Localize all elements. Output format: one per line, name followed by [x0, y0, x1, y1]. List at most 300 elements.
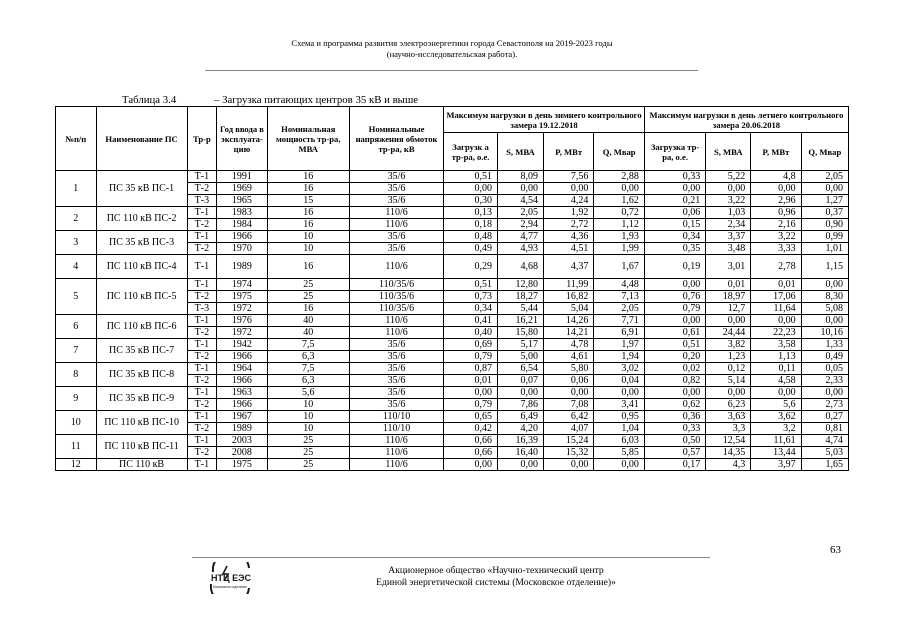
summer-load-cell: 0,34: [644, 231, 705, 243]
winter-s-cell: 7,86: [497, 399, 543, 411]
rated-power-cell: 10: [267, 423, 349, 435]
col-header-power: Номинальная мощность тр-ра, МВА: [267, 107, 349, 171]
voltage-cell: 35/6: [349, 231, 443, 243]
winter-q-cell: 0,95: [594, 411, 644, 423]
winter-load-cell: 0,00: [444, 387, 498, 399]
winter-load-cell: 0,79: [444, 399, 498, 411]
rated-power-cell: 6,3: [267, 351, 349, 363]
summer-s-cell: 3,48: [706, 243, 751, 255]
transformer-cell: Т-1: [187, 171, 217, 183]
winter-s-cell: 12,80: [497, 279, 543, 291]
summer-s-cell: 3,01: [706, 255, 751, 279]
voltage-cell: 35/6: [349, 375, 443, 387]
substation-name: ПС 110 кВ ПС-10: [96, 411, 187, 435]
transformer-cell: Т-1: [187, 315, 217, 327]
winter-p-cell: 4,24: [543, 195, 593, 207]
summer-s-cell: 3,3: [706, 423, 751, 435]
winter-load-cell: 0,41: [444, 315, 498, 327]
summer-q-cell: 4,74: [801, 435, 848, 447]
year-cell: 1966: [217, 351, 267, 363]
winter-load-cell: 0,00: [444, 459, 498, 471]
summer-p-cell: 3,62: [751, 411, 801, 423]
summer-load-cell: 0,20: [644, 351, 705, 363]
transformer-cell: Т-1: [187, 411, 217, 423]
summer-p-cell: 0,11: [751, 363, 801, 375]
winter-load-cell: 0,65: [444, 411, 498, 423]
summer-s-cell: 0,00: [706, 315, 751, 327]
winter-s-cell: 8,09: [497, 171, 543, 183]
transformer-cell: Т-2: [187, 183, 217, 195]
year-cell: 1970: [217, 243, 267, 255]
winter-s-cell: 4,20: [497, 423, 543, 435]
winter-p-cell: 14,21: [543, 327, 593, 339]
transformer-cell: Т-1: [187, 339, 217, 351]
substation-name: ПС 110 кВ ПС-6: [96, 315, 187, 339]
rated-power-cell: 25: [267, 435, 349, 447]
winter-load-cell: 0,66: [444, 435, 498, 447]
winter-q-cell: 5,85: [594, 447, 644, 459]
summer-load-cell: 0,57: [644, 447, 705, 459]
year-cell: 2008: [217, 447, 267, 459]
summer-p-cell: 3,22: [751, 231, 801, 243]
summer-load-cell: 0,21: [644, 195, 705, 207]
transformer-cell: Т-3: [187, 195, 217, 207]
load-table: [55, 106, 849, 471]
col-header-winter-p: P, МВт: [543, 133, 593, 171]
summer-q-cell: 5,03: [801, 447, 848, 459]
col-header-summer-q: Q, Мвар: [801, 133, 848, 171]
winter-p-cell: 16,82: [543, 291, 593, 303]
table-row: [56, 207, 849, 219]
substation-name: ПС 110 кВ ПС-2: [96, 207, 187, 231]
winter-q-cell: 1,12: [594, 219, 644, 231]
year-cell: 1991: [217, 171, 267, 183]
winter-load-cell: 0,48: [444, 231, 498, 243]
summer-q-cell: 0,05: [801, 363, 848, 375]
winter-p-cell: 4,37: [543, 255, 593, 279]
voltage-cell: 35/6: [349, 387, 443, 399]
rated-power-cell: 7,5: [267, 339, 349, 351]
rated-power-cell: 16: [267, 303, 349, 315]
svg-text:НТЦ ЕЭС: НТЦ ЕЭС: [211, 573, 251, 583]
row-number: 1: [56, 171, 97, 207]
rated-power-cell: 10: [267, 231, 349, 243]
voltage-cell: 35/6: [349, 363, 443, 375]
summer-q-cell: 2,33: [801, 375, 848, 387]
transformer-cell: Т-2: [187, 423, 217, 435]
summer-load-cell: 0,33: [644, 423, 705, 435]
transformer-cell: Т-1: [187, 279, 217, 291]
voltage-cell: 110/35/6: [349, 303, 443, 315]
summer-p-cell: 0,96: [751, 207, 801, 219]
header-subtitle: (научно-исследовательская работа).: [386, 49, 518, 59]
summer-load-cell: 0,79: [644, 303, 705, 315]
summer-p-cell: 3,33: [751, 243, 801, 255]
col-header-voltage: Номинальные напряжения обмоток тр-ра, кВ: [349, 107, 443, 171]
col-header-year: Год ввода в эксплуата-цию: [217, 107, 267, 171]
winter-load-cell: 0,42: [444, 423, 498, 435]
summer-load-cell: 0,62: [644, 399, 705, 411]
summer-q-cell: 0,00: [801, 387, 848, 399]
substation-name: ПС 110 кВ ПС-5: [96, 279, 187, 315]
summer-load-cell: 0,19: [644, 255, 705, 279]
winter-s-cell: 0,07: [497, 375, 543, 387]
transformer-cell: Т-2: [187, 327, 217, 339]
year-cell: 1967: [217, 411, 267, 423]
table-row: [56, 387, 849, 399]
table-row: [56, 339, 849, 351]
summer-load-cell: 0,51: [644, 339, 705, 351]
voltage-cell: 110/6: [349, 255, 443, 279]
summer-p-cell: 17,06: [751, 291, 801, 303]
summer-q-cell: 2,05: [801, 171, 848, 183]
winter-p-cell: 15,32: [543, 447, 593, 459]
transformer-cell: Т-1: [187, 363, 217, 375]
summer-load-cell: 0,76: [644, 291, 705, 303]
year-cell: 1969: [217, 183, 267, 195]
transformer-cell: Т-1: [187, 387, 217, 399]
summer-p-cell: 0,00: [751, 315, 801, 327]
col-header-winter-s: S, МВА: [497, 133, 543, 171]
summer-s-cell: 1,03: [706, 207, 751, 219]
year-cell: 1966: [217, 375, 267, 387]
col-header-summer-s: S, МВА: [706, 133, 751, 171]
col-header-summer-load: Загрузка тр-ра, о.е.: [644, 133, 705, 171]
winter-q-cell: 3,41: [594, 399, 644, 411]
winter-s-cell: 0,00: [497, 459, 543, 471]
rated-power-cell: 16: [267, 255, 349, 279]
summer-s-cell: 2,34: [706, 219, 751, 231]
winter-q-cell: 0,00: [594, 459, 644, 471]
winter-s-cell: 4,68: [497, 255, 543, 279]
col-group-winter: Максимум нагрузки в день зимнего контрольного замера 19.12.2018: [444, 107, 645, 133]
summer-s-cell: 1,23: [706, 351, 751, 363]
summer-load-cell: 0,50: [644, 435, 705, 447]
winter-q-cell: 7,71: [594, 315, 644, 327]
year-cell: 1963: [217, 387, 267, 399]
transformer-cell: Т-1: [187, 231, 217, 243]
winter-s-cell: 0,00: [497, 387, 543, 399]
winter-load-cell: 0,79: [444, 351, 498, 363]
substation-name: ПС 110 кВ ПС-4: [96, 255, 187, 279]
summer-s-cell: 24,44: [706, 327, 751, 339]
summer-q-cell: 0,99: [801, 231, 848, 243]
substation-name: ПС 35 кВ ПС-7: [96, 339, 187, 363]
summer-q-cell: 0,00: [801, 279, 848, 291]
summer-q-cell: 0,81: [801, 423, 848, 435]
table-row: [56, 363, 849, 375]
summer-q-cell: 5,08: [801, 303, 848, 315]
col-header-winter-q: Q, Мвар: [594, 133, 644, 171]
voltage-cell: 110/35/6: [349, 279, 443, 291]
summer-p-cell: 2,78: [751, 255, 801, 279]
row-number: 6: [56, 315, 97, 339]
year-cell: 1974: [217, 279, 267, 291]
summer-p-cell: 2,96: [751, 195, 801, 207]
rated-power-cell: 25: [267, 459, 349, 471]
voltage-cell: 35/6: [349, 399, 443, 411]
summer-p-cell: 3,2: [751, 423, 801, 435]
winter-s-cell: 2,94: [497, 219, 543, 231]
winter-p-cell: 0,00: [543, 387, 593, 399]
row-number: 12: [56, 459, 97, 471]
footer-organization: [326, 565, 666, 589]
summer-p-cell: 0,00: [751, 183, 801, 195]
winter-p-cell: 11,99: [543, 279, 593, 291]
table-row: [56, 171, 849, 183]
year-cell: 1975: [217, 459, 267, 471]
summer-s-cell: 0,00: [706, 387, 751, 399]
transformer-cell: Т-2: [187, 243, 217, 255]
footer-divider: [192, 557, 710, 558]
summer-p-cell: 3,97: [751, 459, 801, 471]
row-number: 2: [56, 207, 97, 231]
summer-q-cell: 1,15: [801, 255, 848, 279]
rated-power-cell: 10: [267, 411, 349, 423]
summer-load-cell: 0,61: [644, 327, 705, 339]
winter-p-cell: 1,92: [543, 207, 593, 219]
summer-q-cell: 0,27: [801, 411, 848, 423]
winter-q-cell: 1,99: [594, 243, 644, 255]
winter-load-cell: 0,40: [444, 327, 498, 339]
voltage-cell: 35/6: [349, 195, 443, 207]
col-header-summer-p: P, МВт: [751, 133, 801, 171]
winter-s-cell: 6,49: [497, 411, 543, 423]
voltage-cell: 110/10: [349, 411, 443, 423]
rated-power-cell: 40: [267, 327, 349, 339]
row-number: 8: [56, 363, 97, 387]
transformer-cell: Т-3: [187, 303, 217, 315]
row-number: 3: [56, 231, 97, 255]
summer-load-cell: 0,00: [644, 279, 705, 291]
summer-p-cell: 0,00: [751, 387, 801, 399]
winter-p-cell: 2,72: [543, 219, 593, 231]
summer-p-cell: 13,44: [751, 447, 801, 459]
summer-load-cell: 0,00: [644, 387, 705, 399]
winter-q-cell: 1,97: [594, 339, 644, 351]
voltage-cell: 110/10: [349, 423, 443, 435]
winter-q-cell: 0,00: [594, 183, 644, 195]
table-caption: [122, 94, 419, 106]
table-body: [56, 171, 849, 471]
table-row: [56, 255, 849, 279]
summer-load-cell: 0,36: [644, 411, 705, 423]
winter-p-cell: 4,51: [543, 243, 593, 255]
footer-org-line1: Акционерное общество «Научно-технический центр: [388, 565, 604, 576]
rated-power-cell: 5,6: [267, 387, 349, 399]
document-header: [0, 38, 904, 60]
summer-p-cell: 4,8: [751, 171, 801, 183]
voltage-cell: 35/6: [349, 351, 443, 363]
winter-s-cell: 6,54: [497, 363, 543, 375]
logo-icon: [205, 562, 263, 594]
summer-load-cell: 0,02: [644, 363, 705, 375]
summer-q-cell: 1,65: [801, 459, 848, 471]
summer-p-cell: 3,58: [751, 339, 801, 351]
winter-load-cell: 0,87: [444, 363, 498, 375]
summer-p-cell: 22,23: [751, 327, 801, 339]
footer-org-line2: Единой энергетической системы (Московское отделение)»: [376, 577, 616, 588]
winter-p-cell: 0,00: [543, 183, 593, 195]
winter-s-cell: 16,21: [497, 315, 543, 327]
winter-load-cell: 0,69: [444, 339, 498, 351]
winter-load-cell: 0,66: [444, 447, 498, 459]
winter-p-cell: 4,36: [543, 231, 593, 243]
winter-load-cell: 0,51: [444, 171, 498, 183]
winter-q-cell: 6,91: [594, 327, 644, 339]
winter-s-cell: 2,05: [497, 207, 543, 219]
summer-load-cell: 0,35: [644, 243, 705, 255]
winter-load-cell: 0,51: [444, 279, 498, 291]
voltage-cell: 110/6: [349, 327, 443, 339]
winter-s-cell: 0,00: [497, 183, 543, 195]
rated-power-cell: 25: [267, 291, 349, 303]
transformer-cell: Т-2: [187, 351, 217, 363]
summer-load-cell: 0,17: [644, 459, 705, 471]
voltage-cell: 110/35/6: [349, 291, 443, 303]
winter-q-cell: 1,62: [594, 195, 644, 207]
summer-p-cell: 0,01: [751, 279, 801, 291]
winter-p-cell: 4,78: [543, 339, 593, 351]
winter-p-cell: 0,06: [543, 375, 593, 387]
voltage-cell: 110/6: [349, 219, 443, 231]
transformer-cell: Т-2: [187, 375, 217, 387]
table-header: [56, 107, 849, 171]
year-cell: 1964: [217, 363, 267, 375]
winter-load-cell: 0,01: [444, 375, 498, 387]
col-header-transformer: Тр-р: [187, 107, 217, 171]
summer-q-cell: 0,90: [801, 219, 848, 231]
voltage-cell: 35/6: [349, 339, 443, 351]
year-cell: 1965: [217, 195, 267, 207]
transformer-cell: Т-1: [187, 459, 217, 471]
substation-name: ПС 110 кВ: [96, 459, 187, 471]
rated-power-cell: 7,5: [267, 363, 349, 375]
winter-q-cell: 7,13: [594, 291, 644, 303]
winter-s-cell: 15,80: [497, 327, 543, 339]
winter-q-cell: 2,88: [594, 171, 644, 183]
rated-power-cell: 16: [267, 171, 349, 183]
col-group-summer: Максимум нагрузки в день летнего контрольного замера 20.06.2018: [644, 107, 848, 133]
summer-load-cell: 0,00: [644, 183, 705, 195]
rated-power-cell: 25: [267, 447, 349, 459]
summer-s-cell: 5,22: [706, 171, 751, 183]
transformer-cell: Т-1: [187, 207, 217, 219]
winter-s-cell: 5,17: [497, 339, 543, 351]
col-header-winter-load: Загрузк а тр-ра, о.е.: [444, 133, 498, 171]
svg-text:Московское отделение: Московское отделение: [213, 585, 247, 589]
substation-name: ПС 35 кВ ПС-3: [96, 231, 187, 255]
summer-q-cell: 2,73: [801, 399, 848, 411]
substation-name: ПС 35 кВ ПС-8: [96, 363, 187, 387]
winter-q-cell: 0,00: [594, 387, 644, 399]
header-divider: [205, 70, 698, 71]
winter-q-cell: 1,67: [594, 255, 644, 279]
year-cell: 1989: [217, 255, 267, 279]
summer-s-cell: 0,00: [706, 183, 751, 195]
summer-load-cell: 0,00: [644, 315, 705, 327]
winter-load-cell: 0,29: [444, 255, 498, 279]
summer-load-cell: 0,06: [644, 207, 705, 219]
voltage-cell: 35/6: [349, 243, 443, 255]
winter-load-cell: 0,73: [444, 291, 498, 303]
summer-load-cell: 0,33: [644, 171, 705, 183]
table-title: – Загрузка питающих центров 35 кВ и выше: [214, 94, 419, 106]
summer-s-cell: 14,35: [706, 447, 751, 459]
table-row: [56, 459, 849, 471]
summer-q-cell: 0,00: [801, 315, 848, 327]
row-number: 10: [56, 411, 97, 435]
voltage-cell: 35/6: [349, 171, 443, 183]
winter-p-cell: 7,56: [543, 171, 593, 183]
summer-s-cell: 3,82: [706, 339, 751, 351]
year-cell: 1972: [217, 303, 267, 315]
summer-p-cell: 4,58: [751, 375, 801, 387]
summer-load-cell: 0,15: [644, 219, 705, 231]
table-row: [56, 279, 849, 291]
rated-power-cell: 16: [267, 207, 349, 219]
company-logo: [205, 562, 263, 594]
table-row: [56, 435, 849, 447]
winter-p-cell: 7,08: [543, 399, 593, 411]
winter-load-cell: 0,13: [444, 207, 498, 219]
voltage-cell: 110/6: [349, 435, 443, 447]
summer-s-cell: 12,7: [706, 303, 751, 315]
winter-q-cell: 6,03: [594, 435, 644, 447]
summer-q-cell: 1,01: [801, 243, 848, 255]
summer-p-cell: 11,64: [751, 303, 801, 315]
summer-s-cell: 4,3: [706, 459, 751, 471]
page-number: 63: [830, 544, 841, 556]
year-cell: 1942: [217, 339, 267, 351]
row-number: 11: [56, 435, 97, 459]
year-cell: 1972: [217, 327, 267, 339]
summer-q-cell: 1,33: [801, 339, 848, 351]
summer-s-cell: 5,14: [706, 375, 751, 387]
winter-p-cell: 15,24: [543, 435, 593, 447]
summer-q-cell: 0,37: [801, 207, 848, 219]
summer-p-cell: 5,6: [751, 399, 801, 411]
row-number: 4: [56, 255, 97, 279]
table-row: [56, 231, 849, 243]
year-cell: 1984: [217, 219, 267, 231]
summer-q-cell: 8,30: [801, 291, 848, 303]
winter-p-cell: 14,26: [543, 315, 593, 327]
transformer-cell: Т-2: [187, 399, 217, 411]
rated-power-cell: 16: [267, 183, 349, 195]
transformer-cell: Т-2: [187, 291, 217, 303]
summer-s-cell: 3,37: [706, 231, 751, 243]
summer-p-cell: 1,13: [751, 351, 801, 363]
transformer-cell: Т-2: [187, 447, 217, 459]
year-cell: 1966: [217, 231, 267, 243]
winter-p-cell: 5,04: [543, 303, 593, 315]
year-cell: 1989: [217, 423, 267, 435]
substation-name: ПС 110 кВ ПС-11: [96, 435, 187, 459]
winter-load-cell: 0,18: [444, 219, 498, 231]
rated-power-cell: 6,3: [267, 375, 349, 387]
substation-name: ПС 35 кВ ПС-9: [96, 387, 187, 411]
col-header-name: Наименование ПС: [96, 107, 187, 171]
rated-power-cell: 10: [267, 243, 349, 255]
rated-power-cell: 16: [267, 219, 349, 231]
winter-q-cell: 4,48: [594, 279, 644, 291]
summer-s-cell: 3,22: [706, 195, 751, 207]
col-header-num: №п/п: [56, 107, 97, 171]
winter-p-cell: 5,80: [543, 363, 593, 375]
summer-q-cell: 0,49: [801, 351, 848, 363]
summer-q-cell: 10,16: [801, 327, 848, 339]
